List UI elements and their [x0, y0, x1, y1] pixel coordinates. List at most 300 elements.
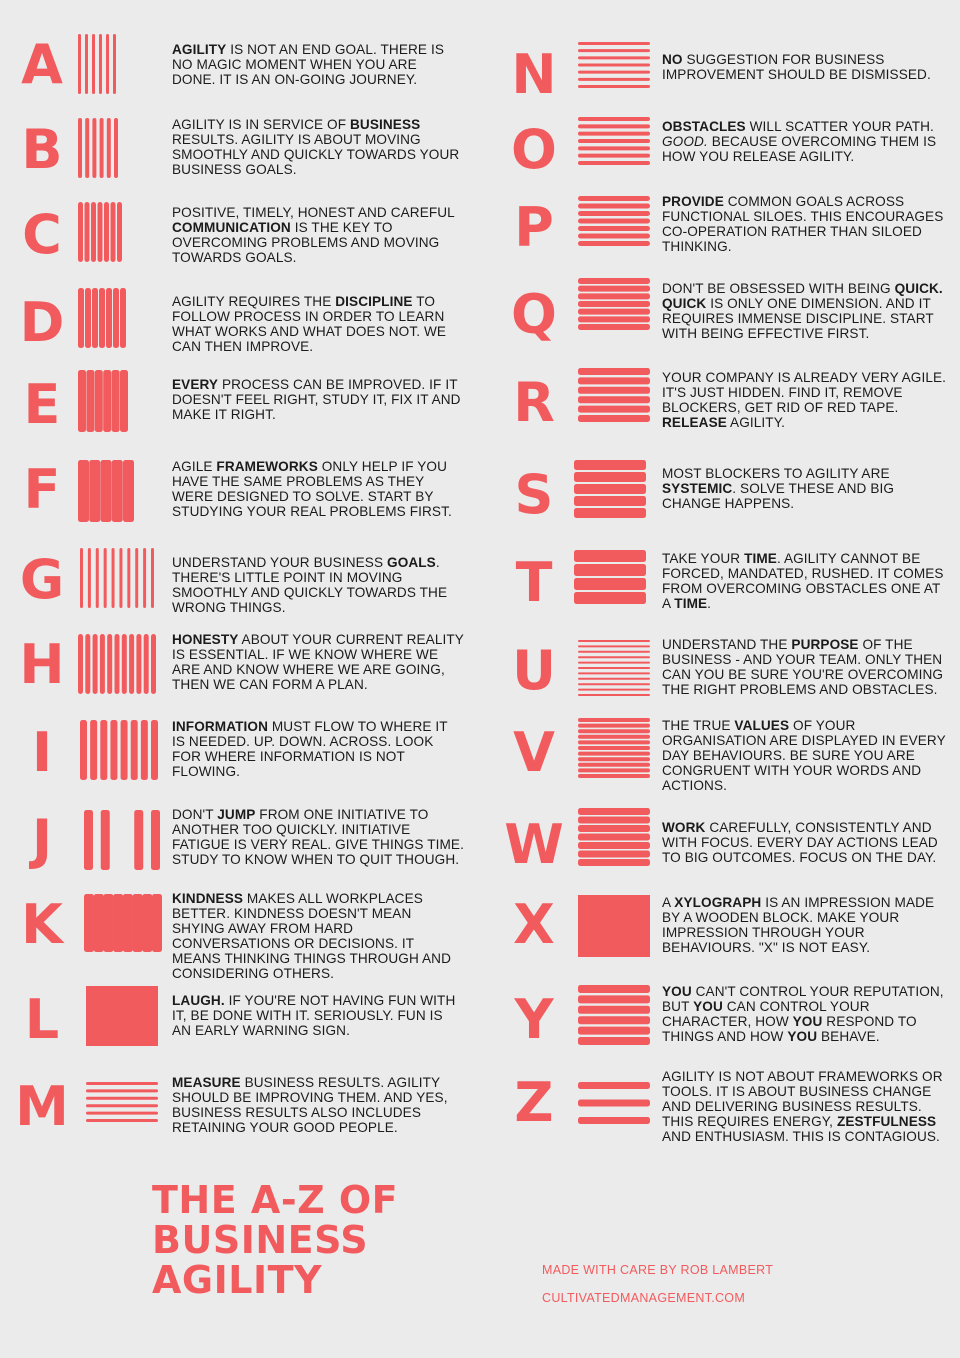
- glyph-stripe: [578, 117, 650, 121]
- text-run: AGILITY.: [726, 415, 785, 430]
- glyph-stripe: [106, 34, 109, 94]
- letter-a-glyph: [78, 34, 116, 94]
- glyph-stripe: [152, 894, 162, 952]
- text-run: ABOUT YOUR CURRENT REALITY IS ESSENTIAL. IF WE KNOW WHERE WE ARE AND KNOW WHERE WE ARE GOING, THEN WE CAN FORM A PLAN.: [172, 632, 464, 692]
- letter-t-glyph: [574, 550, 646, 604]
- glyph-stripe: [95, 370, 103, 432]
- glyph-stripe: [578, 718, 650, 722]
- letter-x-glyph: [578, 895, 650, 957]
- glyph-stripe: [119, 548, 122, 608]
- text-run: THE TRUE: [662, 718, 735, 733]
- glyph-stripe: [578, 196, 650, 201]
- glyph-stripe: [86, 1104, 158, 1107]
- entry-z-text: [662, 1069, 948, 1144]
- letter-h: H: [19, 633, 65, 696]
- emphasis-word: COMMUNICATION: [172, 220, 291, 235]
- text-run: UNDERSTAND YOUR BUSINESS: [172, 555, 388, 570]
- glyph-stripe: [101, 810, 110, 870]
- text-run: OF THE BUSINESS - AND YOUR TEAM. ONLY THEN CAN YOU BE SURE YOU'RE OVERCOMING THE RIGHT PROBLEMS AND OBSTACLES.: [662, 637, 944, 697]
- entry-x-text: [662, 895, 948, 955]
- entry-f-text: [172, 459, 464, 519]
- emphasis-word: ZESTFULNESS: [836, 1114, 937, 1129]
- glyph-stripe: [578, 124, 650, 128]
- glyph-stripe: [578, 219, 650, 224]
- entry-d-text: [172, 294, 464, 354]
- glyph-stripe: [578, 651, 650, 653]
- glyph-stripe: [85, 288, 91, 348]
- entry-e-text: [172, 377, 464, 422]
- letter-p: P: [514, 196, 554, 259]
- entry-j-text: [172, 807, 464, 867]
- emphasis-word: YOU: [693, 999, 723, 1014]
- letter-j: J: [31, 808, 53, 871]
- glyph-stripe: [84, 810, 93, 870]
- glyph-stripe: [136, 634, 141, 694]
- glyph-stripe: [121, 720, 128, 780]
- glyph-stripe: [113, 34, 116, 94]
- emphasis-word: SYSTEMIC: [662, 481, 733, 496]
- entry-c-text: [172, 205, 464, 265]
- website-link[interactable]: CULTIVATEDMANAGEMENT.COM: [542, 1291, 746, 1305]
- text-run: AGILITY IS IN SERVICE OF: [172, 117, 351, 132]
- emphasis-word: NO: [662, 52, 683, 67]
- emphasis-word: HONESTY: [172, 632, 239, 647]
- glyph-stripe: [120, 288, 126, 348]
- emphasis-word: TIME: [744, 551, 777, 566]
- text-run: FROM ONE INITIATIVE TO ANOTHER TOO QUICKLY. INITIATIVE FATIGUE IS VERY REAL. GIVE THINGS TIME. STUDY TO KNOW WHEN TO QUIT THOUGH.: [172, 807, 464, 867]
- glyph-stripe: [578, 774, 650, 778]
- entry-u-text: [662, 637, 948, 697]
- entry-y-text: [662, 984, 948, 1044]
- entry-b-text: [172, 117, 464, 177]
- letter-d: D: [19, 291, 65, 354]
- entry-m-text: [172, 1075, 464, 1135]
- emphasis-word: OBSTACLES: [662, 119, 746, 134]
- letter-k-glyph: [84, 894, 162, 952]
- glyph-stripe: [578, 49, 650, 52]
- glyph-stripe: [85, 118, 89, 178]
- letter-q-glyph: [578, 278, 650, 330]
- emphasis-word: LAUGH.: [172, 993, 225, 1008]
- glyph-stripe: [78, 460, 89, 522]
- glyph-stripe: [112, 548, 115, 608]
- glyph-stripe: [578, 859, 650, 866]
- glyph-stripe: [94, 894, 104, 952]
- italic-word: GOOD.: [662, 134, 708, 149]
- glyph-stripe: [78, 34, 81, 94]
- letter-f-glyph: [78, 460, 134, 522]
- letter-z-glyph: [578, 1082, 650, 1124]
- entry-v-text: [662, 718, 948, 793]
- entry-s-text: [662, 466, 948, 511]
- glyph-stripe: [578, 724, 650, 728]
- glyph-stripe: [86, 1097, 158, 1100]
- text-run: OF YOUR ORGANISATION ARE DISPLAYED IN EVERY DAY BEHAVIOURS. BE SURE YOU ARE CONGRUENT WITH YOUR WORDS AND ACTIONS.: [662, 718, 946, 793]
- glyph-stripe: [578, 851, 650, 858]
- letter-h-glyph: [78, 634, 156, 694]
- glyph-stripe: [80, 548, 83, 608]
- glyph-stripe: [578, 735, 650, 739]
- text-run: BEHAVE.: [817, 1029, 880, 1044]
- text-run: RESPOND TO THINGS AND HOW: [662, 1014, 917, 1044]
- emphasis-word: EVERY: [172, 377, 219, 392]
- text-run: AGILITY IS NOT ABOUT FRAMEWORKS OR TOOLS. IT IS ABOUT BUSINESS CHANGE AND DELIVERING BUSINESS RESULTS. THIS REQUIRES ENERGY,: [662, 1069, 943, 1129]
- glyph-stripe: [92, 34, 95, 94]
- glyph-stripe: [578, 689, 650, 691]
- glyph-stripe: [111, 202, 116, 262]
- glyph-stripe: [578, 667, 650, 669]
- glyph-stripe: [93, 634, 98, 694]
- glyph-stripe: [100, 634, 105, 694]
- text-run: COMMON GOALS ACROSS FUNCTIONAL SILOES. THIS ENCOURAGES CO-OPERATION RATHER THAN SILOED THINKING.: [662, 194, 944, 254]
- text-run: IS ONLY ONE DIMENSION. AND IT REQUIRES IMMENSE DISCIPLINE. START WITH BEING EFFECTIVE FIRST.: [662, 296, 934, 341]
- glyph-stripe: [110, 720, 117, 780]
- glyph-stripe: [99, 34, 102, 94]
- text-run: CAREFULLY, CONSISTENTLY AND WITH FOCUS. EVERY DAY ACTIONS LEAD TO BIG OUTCOMES. FOCUS ON THE DAY.: [662, 820, 938, 865]
- emphasis-word: QUICK. QUICK: [662, 281, 943, 311]
- glyph-stripe: [86, 1089, 158, 1092]
- emphasis-word: YOU: [787, 1029, 818, 1044]
- glyph-stripe: [120, 370, 128, 432]
- entry-r-text: [662, 370, 948, 430]
- glyph-stripe: [99, 288, 105, 348]
- glyph-stripe: [122, 634, 127, 694]
- glyph-stripe: [113, 894, 123, 952]
- glyph-stripe: [574, 550, 646, 562]
- glyph-stripe: [574, 578, 646, 590]
- entry-w-text: [662, 820, 948, 865]
- glyph-stripe: [578, 241, 650, 246]
- poster-title: THE A-Z OF BUSINESS AGILITY: [152, 1178, 399, 1302]
- glyph-stripe: [115, 634, 120, 694]
- glyph-stripe: [578, 415, 650, 422]
- letter-v: V: [513, 721, 555, 784]
- text-run: A: [662, 895, 675, 910]
- glyph-stripe: [86, 1112, 158, 1115]
- letter-k: K: [21, 893, 63, 956]
- letter-q: Q: [511, 283, 557, 346]
- text-run: WILL SCATTER YOUR PATH.: [745, 119, 934, 134]
- glyph-stripe: [151, 720, 158, 780]
- glyph-stripe: [578, 204, 650, 209]
- entry-h-text: [172, 632, 464, 692]
- glyph-stripe: [578, 662, 650, 664]
- glyph-stripe: [578, 995, 650, 1003]
- glyph-stripe: [578, 768, 650, 772]
- glyph-stripe: [578, 377, 650, 384]
- emphasis-word: FRAMEWORKS: [216, 459, 318, 474]
- text-run: ONLY HELP IF YOU HAVE THE SAME PROBLEMS AS THEY WERE DESIGNED TO SOLVE. START BY STUDYING YOUR REAL PROBLEMS FIRST.: [172, 459, 452, 519]
- glyph-stripe: [578, 154, 650, 158]
- glyph-stripe: [114, 118, 118, 178]
- glyph-block: [578, 895, 650, 957]
- glyph-stripe: [78, 118, 82, 178]
- text-run: YOUR COMPANY IS ALREADY VERY AGILE. IT'S JUST HIDDEN. FIND IT, REMOVE BLOCKERS, GET RID OF RED TAPE.: [662, 370, 947, 415]
- letter-l-glyph: [86, 986, 158, 1046]
- letter-o-glyph: [578, 117, 650, 165]
- glyph-stripe: [578, 645, 650, 647]
- text-run: CAN CONTROL YOUR CHARACTER, HOW: [662, 999, 870, 1029]
- glyph-stripe: [578, 808, 650, 815]
- text-run: RESULTS. AGILITY IS ABOUT MOVING SMOOTHLY AND QUICKLY TOWARDS YOUR BUSINESS GOALS.: [172, 132, 460, 177]
- glyph-stripe: [578, 683, 650, 685]
- glyph-stripe: [574, 592, 646, 604]
- letter-z: Z: [514, 1071, 554, 1134]
- glyph-stripe: [127, 548, 130, 608]
- emphasis-word: GOALS: [387, 555, 436, 570]
- entry-o-text: [662, 119, 948, 164]
- text-run: CAN'T CONTROL YOUR REPUTATION, BUT: [662, 984, 944, 1014]
- glyph-stripe: [151, 548, 154, 608]
- letter-m: M: [15, 1075, 69, 1138]
- entry-a-text: [172, 42, 464, 87]
- letter-s: S: [514, 463, 554, 526]
- glyph-stripe: [112, 370, 120, 432]
- glyph-stripe: [151, 810, 160, 870]
- text-run: MOST BLOCKERS TO AGILITY ARE: [662, 466, 890, 481]
- letter-e-glyph: [78, 370, 128, 432]
- entry-t-text: [662, 551, 948, 611]
- glyph-stripe: [113, 288, 119, 348]
- glyph-stripe: [123, 894, 133, 952]
- glyph-stripe: [100, 720, 107, 780]
- letter-b-glyph: [78, 118, 118, 178]
- glyph-stripe: [578, 694, 650, 696]
- text-run: IF YOU'RE NOT HAVING FUN WITH IT, BE DONE WITH IT. SERIOUSLY. FUN IS AN EARLY WARNING SIGN.: [172, 993, 456, 1038]
- glyph-stripe: [112, 460, 123, 522]
- glyph-stripe: [578, 85, 650, 88]
- letter-v-glyph: [578, 718, 650, 778]
- glyph-stripe: [578, 752, 650, 756]
- glyph-stripe: [85, 34, 88, 94]
- letter-u: U: [512, 639, 556, 702]
- glyph-stripe: [103, 370, 111, 432]
- letter-j-glyph: [84, 810, 160, 870]
- glyph-stripe: [578, 746, 650, 750]
- glyph-stripe: [578, 161, 650, 165]
- glyph-stripe: [101, 460, 112, 522]
- text-run: SUGGESTION FOR BUSINESS IMPROVEMENT SHOULD BE DISMISSED.: [662, 52, 931, 82]
- glyph-stripe: [578, 757, 650, 761]
- emphasis-word: XYLOGRAPH: [674, 895, 762, 910]
- text-run: TO FOLLOW PROCESS IN ORDER TO LEARN WHAT WORKS AND WHAT DOES NOT. WE CAN THEN IMPROVE.: [172, 294, 447, 354]
- glyph-stripe: [578, 1037, 650, 1045]
- text-run: IS THE KEY TO OVERCOMING PROBLEMS AND MOVING TOWARDS GOALS.: [172, 220, 440, 265]
- letter-n-glyph: [578, 42, 650, 88]
- letter-m-glyph: [86, 1082, 158, 1122]
- emphasis-word: YOU: [792, 1014, 823, 1029]
- emphasis-word: KINDNESS: [172, 891, 244, 906]
- text-run: AGILITY REQUIRES THE: [172, 294, 336, 309]
- glyph-stripe: [578, 740, 650, 744]
- glyph-stripe: [578, 316, 650, 322]
- glyph-stripe: [107, 118, 111, 178]
- emphasis-word: PROVIDE: [662, 194, 724, 209]
- letter-r: R: [513, 371, 555, 434]
- letter-g: G: [19, 548, 65, 611]
- emphasis-word: PURPOSE: [791, 637, 859, 652]
- glyph-stripe: [578, 1027, 650, 1035]
- letter-i: I: [31, 721, 53, 784]
- glyph-stripe: [578, 146, 650, 150]
- emphasis-word: AGILITY: [172, 42, 227, 57]
- glyph-stripe: [134, 810, 143, 870]
- emphasis-word: BUSINESS: [350, 117, 421, 132]
- glyph-block: [86, 986, 158, 1046]
- letter-i-glyph: [80, 720, 158, 780]
- letter-u-glyph: [578, 640, 650, 696]
- glyph-stripe: [85, 634, 90, 694]
- letter-l: L: [24, 988, 60, 1051]
- letter-y: Y: [514, 988, 554, 1051]
- glyph-stripe: [78, 634, 83, 694]
- glyph-stripe: [100, 118, 104, 178]
- glyph-stripe: [89, 460, 100, 522]
- glyph-stripe: [578, 1117, 650, 1124]
- glyph-stripe: [578, 825, 650, 832]
- letter-e: E: [23, 373, 61, 436]
- letter-d-glyph: [78, 288, 126, 348]
- text-run: BECAUSE OVERCOMING THEM IS HOW YOU RELEASE AGILITY.: [662, 134, 937, 164]
- glyph-stripe: [117, 202, 122, 262]
- emphasis-word: TIME: [674, 596, 708, 611]
- letter-p-glyph: [578, 196, 650, 246]
- glyph-stripe: [88, 548, 91, 608]
- glyph-stripe: [84, 894, 94, 952]
- letter-r-glyph: [578, 368, 650, 422]
- letter-y-glyph: [578, 985, 650, 1045]
- glyph-stripe: [80, 720, 87, 780]
- glyph-stripe: [578, 278, 650, 284]
- glyph-stripe: [578, 1006, 650, 1014]
- text-run: MUST FLOW TO WHERE IT IS NEEDED. UP. DOWN. ACROSS. LOOK FOR WHERE INFORMATION IS NOT FLOWING.: [172, 719, 448, 779]
- emphasis-word: JUMP: [217, 807, 256, 822]
- text-run: AND ENTHUSIASM. THIS IS CONTAGIOUS.: [662, 1129, 940, 1144]
- glyph-stripe: [106, 288, 112, 348]
- glyph-stripe: [107, 634, 112, 694]
- glyph-stripe: [144, 634, 149, 694]
- entry-g-text: [172, 555, 464, 615]
- glyph-stripe: [578, 406, 650, 413]
- entry-k-text: [172, 891, 464, 981]
- glyph-stripe: [574, 460, 646, 470]
- text-run: TAKE YOUR: [662, 551, 745, 566]
- letter-w-glyph: [578, 808, 650, 866]
- glyph-stripe: [91, 202, 96, 262]
- glyph-stripe: [578, 729, 650, 733]
- glyph-stripe: [133, 894, 143, 952]
- glyph-stripe: [578, 234, 650, 239]
- glyph-stripe: [578, 1082, 650, 1089]
- letter-a: A: [21, 33, 63, 96]
- letter-n: N: [511, 43, 557, 106]
- glyph-stripe: [98, 202, 103, 262]
- glyph-stripe: [578, 309, 650, 315]
- entry-i-text: [172, 719, 464, 779]
- glyph-stripe: [578, 368, 650, 375]
- emphasis-word: DISCIPLINE: [335, 294, 413, 309]
- glyph-stripe: [578, 286, 650, 292]
- glyph-stripe: [578, 985, 650, 993]
- letter-c-glyph: [78, 202, 122, 262]
- text-run: UNDERSTAND THE: [662, 637, 792, 652]
- glyph-stripe: [578, 71, 650, 74]
- glyph-stripe: [578, 672, 650, 674]
- glyph-stripe: [578, 78, 650, 81]
- glyph-stripe: [123, 460, 134, 522]
- glyph-stripe: [143, 548, 146, 608]
- letter-c: C: [22, 203, 62, 266]
- letter-s-glyph: [574, 460, 646, 518]
- glyph-stripe: [578, 324, 650, 330]
- glyph-stripe: [135, 548, 138, 608]
- entry-p-text: [662, 194, 948, 254]
- glyph-stripe: [104, 202, 109, 262]
- text-run: POSITIVE, TIMELY, HONEST AND CAREFUL: [172, 205, 455, 220]
- glyph-stripe: [92, 288, 98, 348]
- glyph-stripe: [86, 1119, 158, 1122]
- glyph-stripe: [104, 548, 107, 608]
- emphasis-word: MEASURE: [172, 1075, 241, 1090]
- glyph-stripe: [578, 1100, 650, 1107]
- glyph-stripe: [151, 634, 156, 694]
- glyph-stripe: [578, 678, 650, 680]
- letter-w: W: [504, 813, 564, 876]
- glyph-stripe: [578, 211, 650, 216]
- text-run: BUSINESS RESULTS. AGILITY SHOULD BE IMPROVING THEM. AND YES, BUSINESS RESULTS ALSO INCLUDES RETAINING YOUR GOOD PEOPLE.: [172, 1075, 448, 1135]
- glyph-stripe: [578, 817, 650, 824]
- glyph-stripe: [78, 370, 86, 432]
- text-run: DON'T: [172, 807, 218, 822]
- glyph-stripe: [129, 634, 134, 694]
- text-run: DON'T BE OBSESSED WITH BEING: [662, 281, 895, 296]
- glyph-stripe: [578, 56, 650, 59]
- glyph-stripe: [131, 720, 138, 780]
- emphasis-word: YOU: [662, 984, 692, 999]
- glyph-stripe: [578, 834, 650, 841]
- letter-x: X: [513, 893, 555, 956]
- entry-q-text: [662, 281, 948, 341]
- glyph-stripe: [574, 472, 646, 482]
- entry-l-text: [172, 993, 464, 1038]
- text-run: .: [707, 596, 712, 611]
- glyph-stripe: [578, 301, 650, 307]
- glyph-stripe: [78, 288, 84, 348]
- glyph-stripe: [578, 656, 650, 658]
- letter-g-glyph: [80, 548, 154, 608]
- glyph-stripe: [578, 763, 650, 767]
- glyph-stripe: [86, 1082, 158, 1085]
- glyph-stripe: [574, 508, 646, 518]
- glyph-stripe: [578, 842, 650, 849]
- glyph-stripe: [86, 370, 94, 432]
- glyph-stripe: [574, 564, 646, 576]
- glyph-stripe: [578, 139, 650, 143]
- emphasis-word: RELEASE: [662, 415, 727, 430]
- text-run: AGILE: [172, 459, 217, 474]
- glyph-stripe: [578, 64, 650, 67]
- text-run: MAKES ALL WORKPLACES BETTER. KINDNESS DOESN'T MEAN SHYING AWAY FROM HARD CONVERSATIONS OR DECISIONS. IT MEANS THINKING THINGS THROUGH AND CONSIDERING OTHERS.: [172, 891, 451, 981]
- glyph-stripe: [578, 132, 650, 136]
- emphasis-word: VALUES: [734, 718, 790, 733]
- glyph-stripe: [103, 894, 113, 952]
- glyph-stripe: [141, 720, 148, 780]
- text-run: IS NOT AN END GOAL. THERE IS NO MAGIC MOMENT WHEN YOU ARE DONE. IT IS AN ON-GOING JOURNEY.: [172, 42, 445, 87]
- glyph-stripe: [96, 548, 99, 608]
- letter-o: O: [511, 118, 557, 181]
- glyph-stripe: [578, 293, 650, 299]
- glyph-stripe: [578, 226, 650, 231]
